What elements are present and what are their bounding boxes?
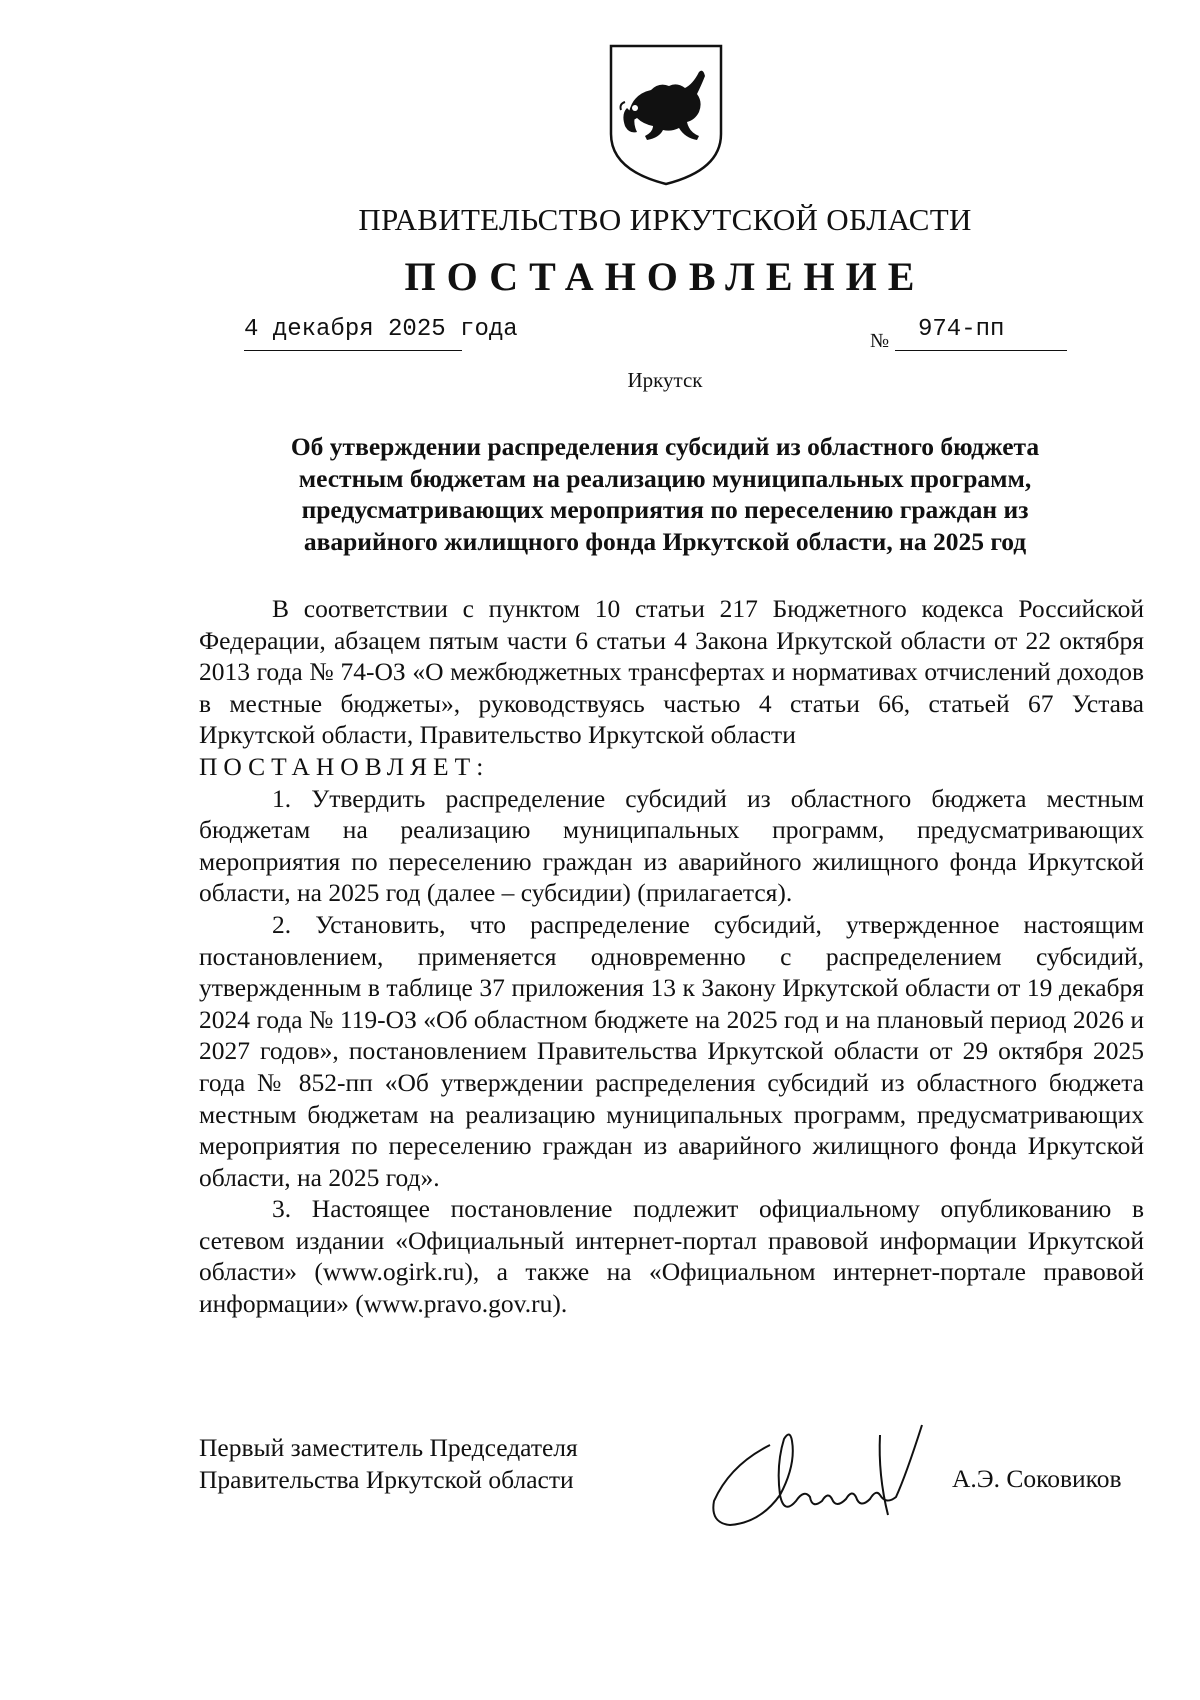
item-paragraph: 2. Установить, что распределение субсидий, утвержденное настоящим постановлением, применяется одновременно с распределением субсидий, утвержденным в таблице 37 приложения 13 к Закону Иркутской области от 19 декабря 2024 года № 119-ОЗ «Об областном бюджете на 2025 год и на плановый период 2026 и 2027 годов», постановлением Правительства Иркутской области от 29 октября 2025 года № 852-пп «Об утверждении распределения субсидий из областного бюджета местным бюджетам на реализацию муниципальных программ, предусматривающих мероприятия по переселению граждан из аварийного жилищного фонда Иркутской области, на 2025 год».	[199, 909, 1144, 1192]
number-underline	[895, 350, 1067, 351]
irkutsk-coat-of-arms-icon	[607, 42, 725, 188]
heading-line: аварийного жилищного фонда Иркутской области, на 2025 год	[303, 526, 1027, 556]
signatory-position	[199, 1432, 578, 1496]
document-type: ПОСТАНОВЛЕНИЕ	[404, 254, 926, 299]
document-date: 4 декабря 2025 года	[244, 316, 518, 343]
date-underline	[244, 350, 462, 351]
document-heading	[200, 431, 1130, 557]
resolves-word: ПОСТАНОВЛЯЕТ:	[199, 751, 490, 781]
signatory-name: А.Э. Соковиков	[952, 1464, 1122, 1493]
heading-line: местным бюджетам на реализацию муниципальных программ,	[298, 463, 1032, 493]
position-line: Правительства Иркутской области	[199, 1465, 574, 1494]
item-paragraph: 3. Настоящее постановление подлежит официальному опубликованию в сетевом издании «Официальный интернет-портал правовой информации Иркутской области» (www.ogirk.ru), а также на «Официальном интернет-портале правовой информации» (www.pravo.gov.ru).	[199, 1194, 1144, 1319]
heading-line: предусматривающих мероприятия по переселению граждан из	[301, 495, 1029, 524]
position-line: Первый заместитель Председателя	[199, 1433, 578, 1462]
document-number: 974-пп	[918, 316, 1005, 343]
item-paragraph: 1. Утвердить распределение субсидий из областного бюджета местным бюджетам на реализацию муниципальных программ, предусматривающих мероприятия по переселению граждан из аварийного жилищного фонда Иркутской области, на 2025 год (далее – субсидии) (прилагается).	[199, 783, 1144, 908]
number-sign: №	[870, 330, 890, 352]
heading-line: Об утверждении распределения субсидий из областного бюджета	[290, 432, 1040, 461]
document-body	[199, 593, 1144, 1320]
handwritten-signature-icon	[700, 1405, 940, 1535]
document-city: Иркутск	[627, 368, 703, 392]
preamble-paragraph: В соответствии с пунктом 10 статьи 217 Бюджетного кодекса Российской Федерации, абзацем пятым части 6 статьи 4 Закона Иркутской области от 22 октября 2013 года № 74-ОЗ «О межбюджетных трансфертах и нормативах отчислений доходов в местные бюджеты», руководствуясь частью 4 статьи 66, статьей 67 Устава Иркутской области, Правительство Иркутской области	[199, 594, 1144, 750]
organization-title: ПРАВИТЕЛЬСТВО ИРКУТСКОЙ ОБЛАСТИ	[358, 202, 972, 237]
